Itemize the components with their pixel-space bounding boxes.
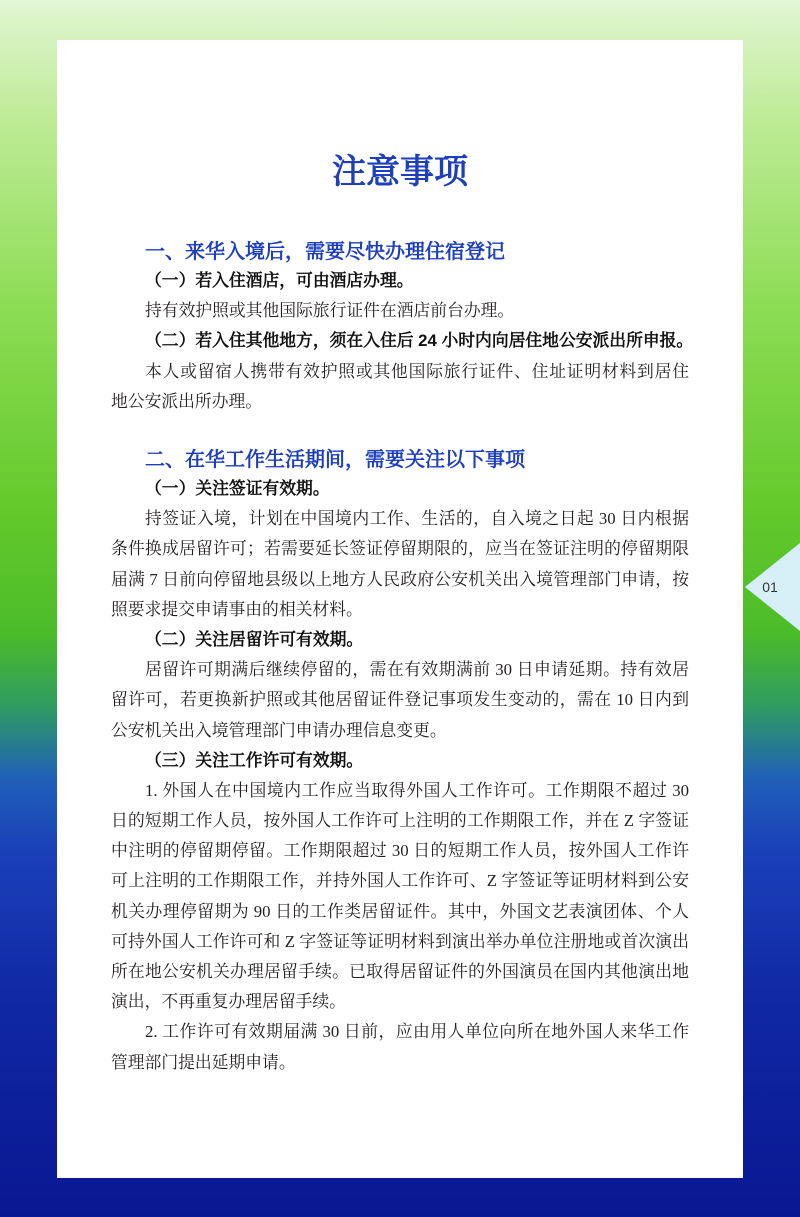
section-work-and-life	[111, 446, 689, 1078]
paragraph-line: 可上注明的工作期限工作，并持外国人工作许可、Z 字签证等证明材料到公安	[111, 871, 689, 891]
paragraph-line: 中注明的停留期停留。工作期限超过 30 日的短期工作人员，按外国人工作许	[111, 841, 689, 861]
paragraph-line: 居留许可期满后继续停留的，需在有效期满前 30 日申请延期。持有效居	[145, 660, 689, 680]
subheading: （一）关注签证有效期。	[145, 479, 330, 498]
paragraph-line: 地公安派出所办理。	[111, 391, 263, 411]
paragraph-line: 1. 外国人在中国境内工作应当取得外国人工作许可。工作期限不超过 30	[145, 780, 689, 800]
paragraph-line: 持签证入境，计划在中国境内工作、生活的，自入境之日起 30 日内根据	[145, 509, 689, 529]
section-heading: 一、来华入境后，需要尽快办理住宿登记	[145, 241, 505, 263]
subheading: （二）关注居留许可有效期。	[145, 629, 364, 649]
paragraph-line: 留许可，若更换新护照或其他居留证件登记事项发生变动的，需在 10 日内到	[111, 690, 689, 710]
paragraph-line: 可持外国人工作许可和 Z 字签证等证明材料到演出举办单位注册地或首次演出	[111, 931, 689, 951]
paragraph-line: 2. 工作许可有效期届满 30 日前，应由用人单位向所在地外国人来华工作	[145, 1022, 689, 1042]
paragraph-line: 日的短期工作人员，按外国人工作许可上注明的工作期限工作，并在 Z 字签证	[111, 811, 689, 831]
paragraph-line: 届满 7 日前向停留地县级以上地方人民政府公安机关出入境管理部门申请，按	[111, 569, 689, 589]
subheading: （二）若入住其他地方，须在入住后 24 小时内向居住地公安派出所申报。	[145, 331, 694, 351]
page-number-tab	[745, 543, 800, 631]
section-accommodation-registration	[111, 238, 694, 417]
paragraph-line: 条件换成居留许可；若需要延长签证停留期限的，应当在签证注明的停留期限	[111, 539, 689, 559]
paragraph-line: 所在地公安机关办理居留手续。已取得居留证件的外国演员在国内其他演出地	[111, 962, 689, 981]
page-title: 注意事项	[332, 153, 468, 191]
paragraph-line: 机关办理停留期为 90 日的工作类居留证件。其中，外国文艺表演团体、个人	[111, 901, 689, 921]
document-card	[57, 40, 743, 1178]
paragraph-line: 照要求提交申请事由的相关材料。	[111, 599, 363, 619]
subheading: （三）关注工作许可有效期。	[145, 750, 364, 770]
paragraph-line: 持有效护照或其他国际旅行证件在酒店前台办理。	[145, 301, 515, 321]
page-number: 01	[762, 579, 778, 595]
section-heading: 二、在华工作生活期间，需要关注以下事项	[145, 449, 525, 471]
paragraph-line: 公安机关出入境管理部门申请办理信息变更。	[111, 720, 447, 740]
paragraph-line: 管理部门提出延期申请。	[111, 1052, 296, 1072]
paragraph-line: 演出，不再重复办理居留手续。	[111, 992, 346, 1012]
subheading: （一）若入住酒店，可由酒店办理。	[145, 271, 414, 290]
paragraph-line: 本人或留宿人携带有效护照或其他国际旅行证件、住址证明材料到居住	[145, 361, 689, 381]
